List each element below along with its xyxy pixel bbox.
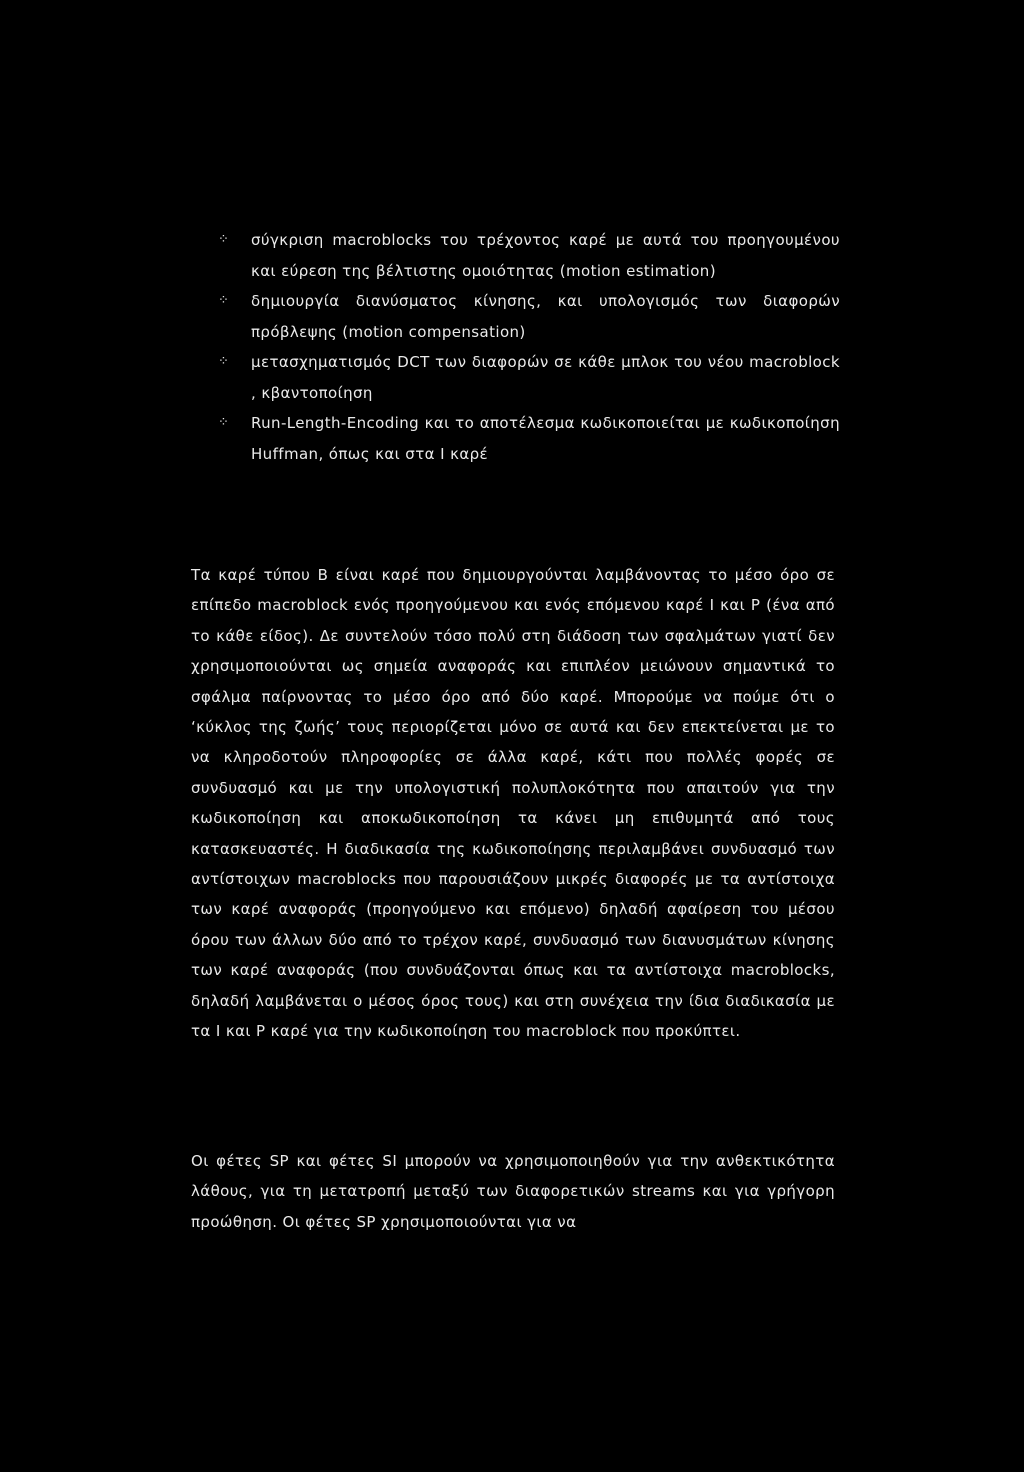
four-dot-bullet-icon: ⁘: [218, 232, 230, 247]
bullet-item: [218, 286, 840, 347]
bullet-item: [218, 347, 840, 408]
four-dot-bullet-icon: ⁘: [218, 415, 230, 430]
bullet-list: [218, 225, 840, 469]
bullet-item: [218, 225, 840, 286]
bullet-text: δημιουργία διανύσματος κίνησης, και υπολογισμός των διαφορών πρόβλεψης (motion compensation): [251, 292, 840, 341]
four-dot-bullet-icon: ⁘: [218, 354, 230, 369]
paragraph-b-frames: Τα καρέ τύπου B είναι καρέ που δημιουργούνται λαμβάνοντας το μέσο όρο σε επίπεδο macroblock ενός προηγούμενου και ενός επόμενου καρέ I και P (ένα από το κάθε είδος). Δε συντελούν τόσο πολύ στη διάδοση των σφαλμάτων γιατί δεν χρησιμοποιούνται ως σημεία αναφοράς και επιπλέον μειώνουν σημαντικά το σφάλμα παίρνοντας το μέσο όρο από δύο καρέ. Μπορούμε να πούμε ότι ο ‘κύκλος της ζωής’ τους περιορίζεται μόνο σε αυτά και δεν επεκτείνεται με το να κληροδοτούν πληροφορίες σε άλλα καρέ, κάτι που πολλές φορές σε συνδυασμό και με την υπολογιστική πολυπλοκότητα που απαιτούν για την κωδικοποίηση και αποκωδικοποίηση τα κάνει μη επιθυμητά από τους κατασκευαστές. Η διαδικασία της κωδικοποίησης περιλαμβάνει συνδυασμό των αντίστοιχων macroblocks που παρουσιάζουν μικρές διαφορές με τα αντίστοιχα των καρέ αναφοράς (προηγούμενο και επόμενο) δηλαδή αφαίρεση του μέσου όρου των άλλων δύο από το τρέχον καρέ, συνδυασμό των διανυσμάτων κίνησης των καρέ αναφοράς (που συνδυάζονται όπως και τα αντίστοιχα macroblocks, δηλαδή λαμβάνεται ο μέσος όρος τους) και στη συνέχεια την ίδια διαδικασία με τα I και P καρέ για την κωδικοποίηση του macroblock που προκύπτει.: [191, 566, 835, 1041]
bullet-item: [218, 408, 840, 469]
four-dot-bullet-icon: ⁘: [218, 293, 230, 308]
paragraph-sp-si-slices: Οι φέτες SP και φέτες SI μπορούν να χρησιμοποιηθούν για την ανθεκτικότητα λάθους, για τη μετατροπή μεταξύ των διαφορετικών streams και για γρήγορη προώθηση. Οι φέτες SP χρησιμοποιούνται για να: [191, 1152, 835, 1231]
bullet-text: Run-Length-Encoding και το αποτέλεσμα κωδικοποιείται με κωδικοποίηση Huffman, όπως και στα I καρέ: [251, 414, 840, 463]
bullet-text: σύγκριση macroblocks του τρέχοντος καρέ με αυτά του προηγουμένου και εύρεση της βέλτιστης ομοιότητας (motion estimation): [251, 231, 840, 280]
bullet-text: μετασχηματισμός DCT των διαφορών σε κάθε μπλοκ του νέου macroblock , κβαντοποίηση: [251, 353, 840, 402]
